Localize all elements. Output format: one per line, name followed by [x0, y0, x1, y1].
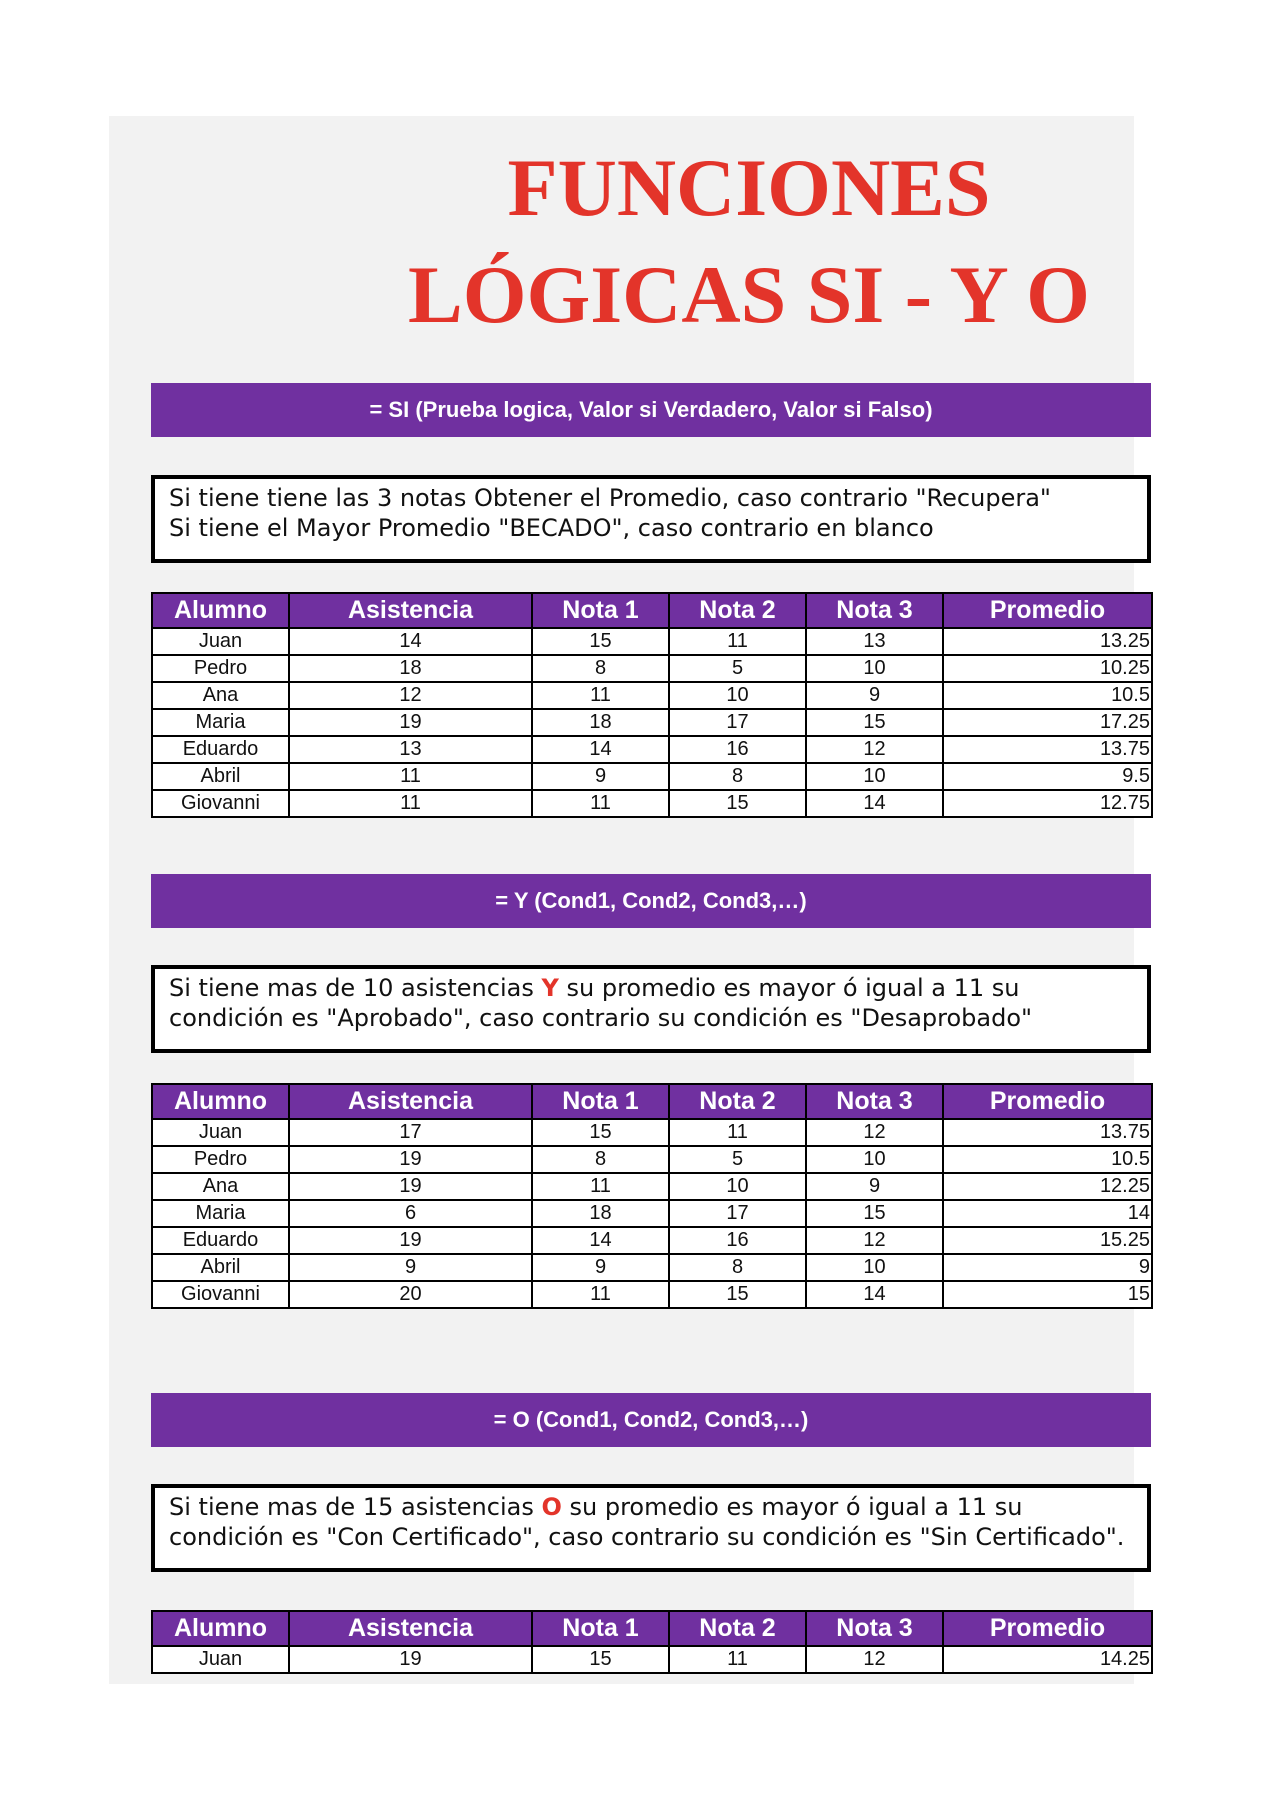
table-cell: 8: [532, 1146, 669, 1173]
band-y: = Y (Cond1, Cond2, Cond3,…): [151, 874, 1151, 928]
note-y: [151, 965, 1151, 1053]
column-header: Nota 3: [806, 1611, 943, 1646]
table-cell: Giovanni: [152, 790, 289, 817]
table-cell: 11: [532, 1281, 669, 1308]
note-y-pre: Si tiene mas de 10 asistencias: [169, 974, 542, 1002]
table-row: [152, 1173, 1152, 1200]
column-header: Asistencia: [289, 593, 532, 628]
column-header: Nota 3: [806, 1084, 943, 1119]
table-cell: 12: [806, 1646, 943, 1673]
column-header: Nota 2: [669, 1084, 806, 1119]
table-cell: 14: [806, 1281, 943, 1308]
table-cell: 20: [289, 1281, 532, 1308]
table-cell: 13: [806, 628, 943, 655]
table-cell: 9: [289, 1254, 532, 1281]
table-cell: 16: [669, 736, 806, 763]
table-cell: 10: [806, 763, 943, 790]
table-cell: 19: [289, 1646, 532, 1673]
table-cell: 17: [669, 709, 806, 736]
table-cell: 15: [532, 1119, 669, 1146]
table-cell: 14: [806, 790, 943, 817]
table-cell: 12: [806, 1119, 943, 1146]
table-cell: 13.75: [943, 1119, 1152, 1146]
note-si: [151, 475, 1151, 563]
table-cell: 5: [669, 655, 806, 682]
table-cell: 9: [806, 1173, 943, 1200]
note-o-key: O: [541, 1493, 562, 1521]
table-o: [151, 1610, 1153, 1674]
table-row: [152, 628, 1152, 655]
column-header: Asistencia: [289, 1084, 532, 1119]
table-cell: Juan: [152, 1646, 289, 1673]
note-si-line-2: Si tiene el Mayor Promedio "BECADO", caso contrario en blanco: [169, 514, 934, 542]
table-cell: 10.5: [943, 682, 1152, 709]
note-o-post: su promedio es mayor ó igual a 11 su condición es "Con Certificado", caso contrario su condición es "Sin Certificado".: [169, 1493, 1125, 1551]
table-cell: 11: [532, 790, 669, 817]
table-si: [151, 592, 1153, 818]
table-cell: 11: [289, 790, 532, 817]
table-cell: Juan: [152, 628, 289, 655]
table-cell: 10: [806, 1254, 943, 1281]
table-cell: 17.25: [943, 709, 1152, 736]
note-y-post: su promedio es mayor ó igual a 11 su condición es "Aprobado", caso contrario su condición es "Desaprobado": [169, 974, 1033, 1032]
column-header: Promedio: [943, 1611, 1152, 1646]
table-cell: 14: [943, 1200, 1152, 1227]
band-o: = O (Cond1, Cond2, Cond3,…): [151, 1393, 1151, 1447]
table-cell: Ana: [152, 682, 289, 709]
table-cell: Eduardo: [152, 1227, 289, 1254]
spreadsheet-page: [109, 116, 1150, 1684]
header-row: [152, 1084, 1152, 1119]
table-cell: 17: [289, 1119, 532, 1146]
column-header: Nota 1: [532, 1084, 669, 1119]
table-cell: 12: [806, 1227, 943, 1254]
table-cell: Ana: [152, 1173, 289, 1200]
table-cell: 12.75: [943, 790, 1152, 817]
table-cell: Giovanni: [152, 1281, 289, 1308]
table-cell: 11: [532, 682, 669, 709]
table-cell: 11: [669, 1646, 806, 1673]
column-header: Alumno: [152, 593, 289, 628]
table-cell: 5: [669, 1146, 806, 1173]
table-cell: 18: [532, 709, 669, 736]
note-o-pre: Si tiene mas de 15 asistencias: [169, 1493, 542, 1521]
column-header: Nota 2: [669, 593, 806, 628]
note-o: [151, 1484, 1151, 1572]
table-cell: 12: [806, 736, 943, 763]
table-cell: 9: [806, 682, 943, 709]
table-cell: 6: [289, 1200, 532, 1227]
table-cell: 11: [532, 1173, 669, 1200]
table-y: [151, 1083, 1153, 1309]
table-cell: 11: [669, 628, 806, 655]
table-cell: Juan: [152, 1119, 289, 1146]
table-row: [152, 1119, 1152, 1146]
table-cell: 15: [532, 1646, 669, 1673]
table-cell: 12: [289, 682, 532, 709]
table-cell: Abril: [152, 1254, 289, 1281]
table-row: [152, 655, 1152, 682]
table-cell: 11: [289, 763, 532, 790]
table-cell: 11: [669, 1119, 806, 1146]
table-cell: 9.5: [943, 763, 1152, 790]
table-cell: 15: [532, 628, 669, 655]
table-cell: 9: [943, 1254, 1152, 1281]
table-cell: 10.25: [943, 655, 1152, 682]
table-cell: 18: [532, 1200, 669, 1227]
table-cell: 19: [289, 709, 532, 736]
table-row: [152, 1146, 1152, 1173]
table-row: [152, 736, 1152, 763]
table-cell: 8: [532, 655, 669, 682]
note-si-line-1: Si tiene tiene las 3 notas Obtener el Promedio, caso contrario "Recupera": [169, 484, 1051, 512]
table-cell: 10: [806, 655, 943, 682]
table-cell: 14: [532, 1227, 669, 1254]
column-header: Nota 3: [806, 593, 943, 628]
header-row: [152, 1611, 1152, 1646]
table-cell: 9: [532, 763, 669, 790]
column-header: Asistencia: [289, 1611, 532, 1646]
table-cell: Eduardo: [152, 736, 289, 763]
band-si: = SI (Prueba logica, Valor si Verdadero, Valor si Falso): [151, 383, 1151, 437]
column-header: Nota 2: [669, 1611, 806, 1646]
table-cell: 15.25: [943, 1227, 1152, 1254]
table-cell: 15: [806, 1200, 943, 1227]
table-cell: 14: [289, 628, 532, 655]
table-row: [152, 709, 1152, 736]
table-cell: 15: [806, 709, 943, 736]
table-row: [152, 1281, 1152, 1308]
table-cell: 8: [669, 1254, 806, 1281]
table-cell: 15: [669, 790, 806, 817]
column-header: Promedio: [943, 1084, 1152, 1119]
table-row: [152, 1646, 1152, 1673]
table-cell: 10.5: [943, 1146, 1152, 1173]
table-cell: 13.25: [943, 628, 1152, 655]
table-row: [152, 790, 1152, 817]
column-header: Nota 1: [532, 593, 669, 628]
note-y-key: Y: [541, 974, 559, 1002]
table-cell: Pedro: [152, 1146, 289, 1173]
table-cell: 10: [669, 682, 806, 709]
table-cell: 18: [289, 655, 532, 682]
table-row: [152, 763, 1152, 790]
table-cell: 10: [669, 1173, 806, 1200]
table-cell: 13.75: [943, 736, 1152, 763]
table-row: [152, 1227, 1152, 1254]
table-cell: 10: [806, 1146, 943, 1173]
table-cell: 14: [532, 736, 669, 763]
page-title: FUNCIONES LÓGICAS SI - Y O: [408, 142, 1090, 340]
table-cell: 17: [669, 1200, 806, 1227]
table-cell: 12.25: [943, 1173, 1152, 1200]
table-cell: 15: [669, 1281, 806, 1308]
column-header: Promedio: [943, 593, 1152, 628]
table-cell: 19: [289, 1173, 532, 1200]
table-row: [152, 1200, 1152, 1227]
column-header: Nota 1: [532, 1611, 669, 1646]
column-header: Alumno: [152, 1611, 289, 1646]
table-cell: Maria: [152, 1200, 289, 1227]
table-cell: 19: [289, 1227, 532, 1254]
table-cell: 15: [943, 1281, 1152, 1308]
header-row: [152, 593, 1152, 628]
table-cell: 8: [669, 763, 806, 790]
table-cell: 14.25: [943, 1646, 1152, 1673]
table-cell: Maria: [152, 709, 289, 736]
table-row: [152, 1254, 1152, 1281]
column-header: Alumno: [152, 1084, 289, 1119]
table-cell: 16: [669, 1227, 806, 1254]
table-cell: Abril: [152, 763, 289, 790]
table-cell: Pedro: [152, 655, 289, 682]
table-cell: 9: [532, 1254, 669, 1281]
table-cell: 13: [289, 736, 532, 763]
table-row: [152, 682, 1152, 709]
table-cell: 19: [289, 1146, 532, 1173]
